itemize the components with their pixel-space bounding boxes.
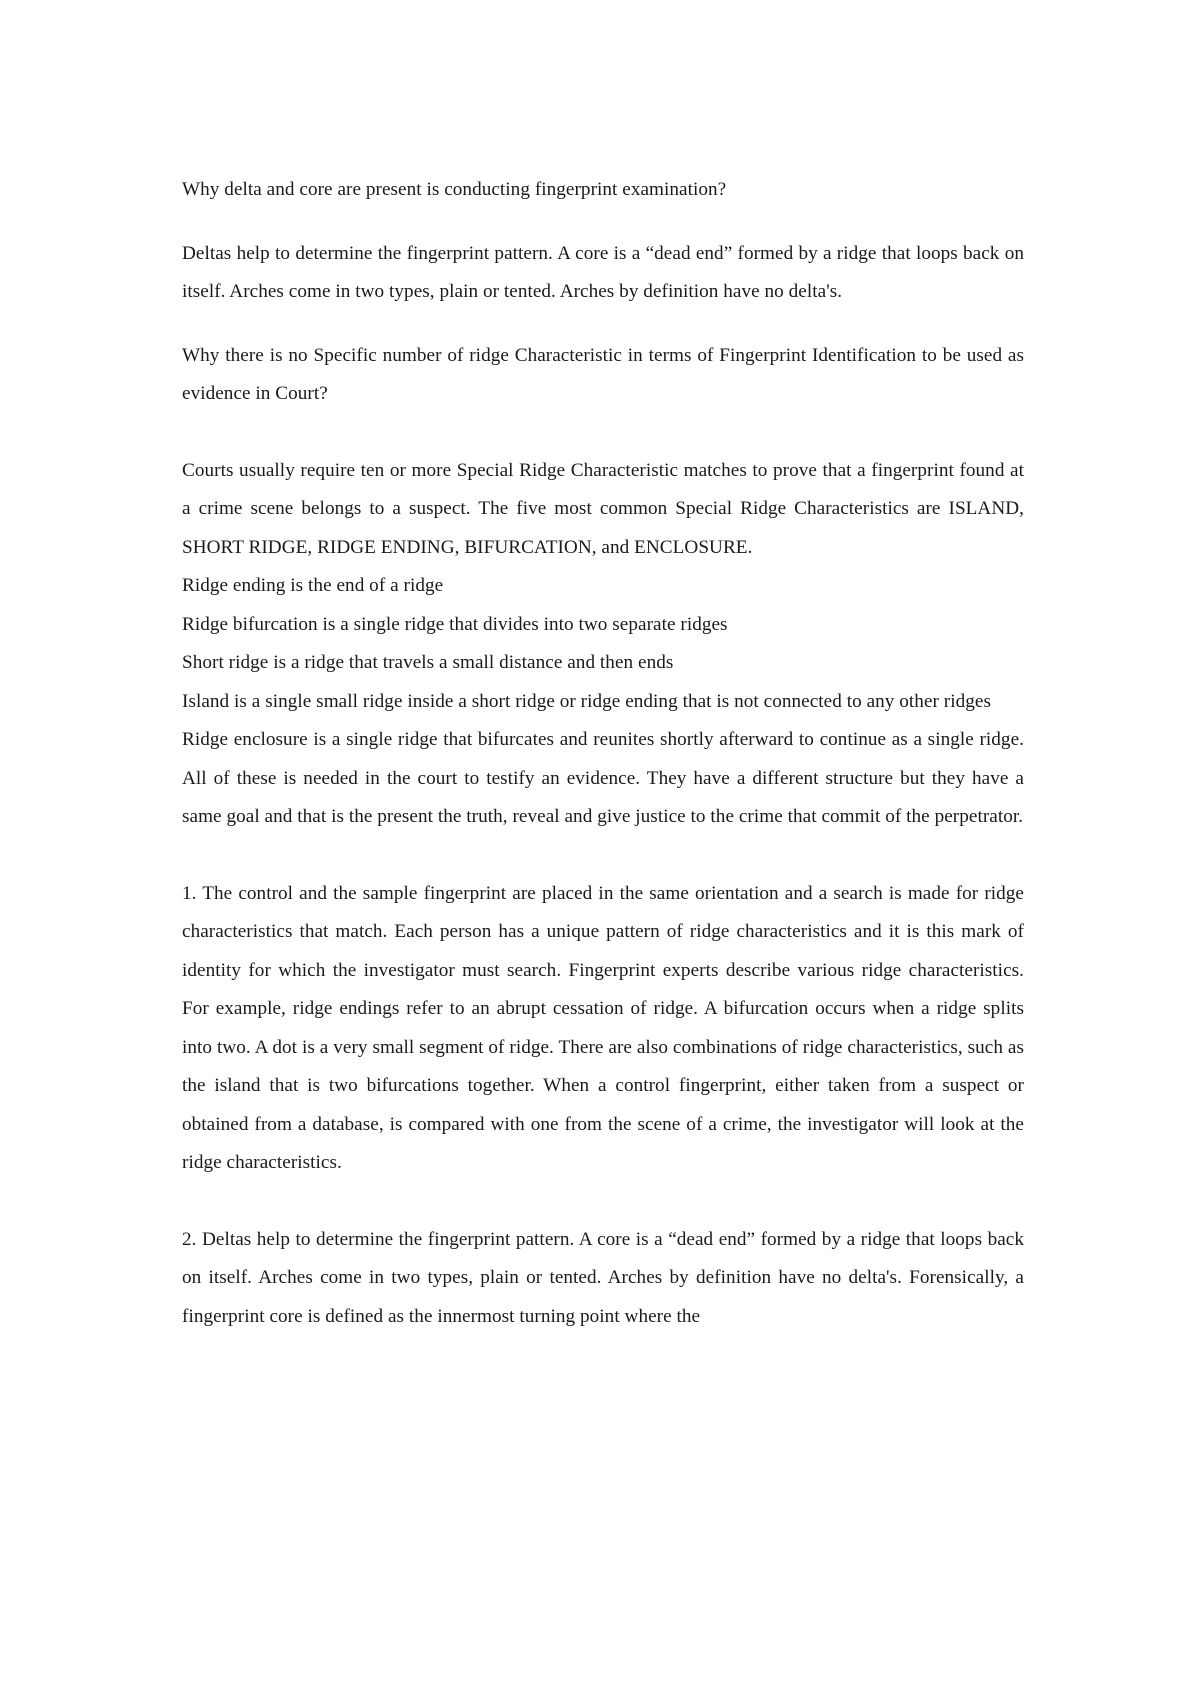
definition-enclosure: Ridge enclosure is a single ridge that bifurcates and reunites shortly afterward to continue as a single ridge. All of these is needed in the court to testify an evidence. They have a different structure but they have a same goal and that is the present the truth, reveal and give justice to the crime that commit of the perpetrator. [182,729,1024,827]
answer-ridge-number-intro: Courts usually require ten or more Special Ridge Characteristic matches to prove that a fingerprint found at a crime scene belongs to a suspect. The five most common Special Ridge Characteristics are ISLAND, SHORT RIDGE, RIDGE ENDING, BIFURCATION, and ENCLOSURE. [182,459,1024,558]
spacer [182,837,1024,875]
definition-bifurcation: Ridge bifurcation is a single ridge that divides into two separate ridges [182,613,728,635]
question-ridge-number: Why there is no Specific number of ridge Characteristic in terms of Fingerprint Identification to be used as evidence in Court? [182,344,1024,404]
spacer [182,312,1024,337]
numbered-item-2: 2. Deltas help to determine the fingerprint pattern. A core is a “dead end” formed by a ridge that loops back on itself. Arches come in two types, plain or tented. Arches by definition have no delta's. Forensically, a fingerprint core is defined as the innermost turning point where the [182,1228,1024,1327]
spacer [182,210,1024,235]
spacer [182,414,1024,452]
definition-short-ridge: Short ridge is a ridge that travels a small distance and then ends [182,652,674,673]
numbered-item-1: 1. The control and the sample fingerprint are placed in the same orientation and a search is made for ridge characteristics that match. Each person has a unique pattern of ridge characteristics and it is this mark of identity for which the investigator must search. Fingerprint experts describe various ridge characteristics. For example, ridge endings refer to an abrupt cessation of ridge. A bifurcation occurs when a ridge splits into two. A dot is a very small segment of ridge. There are also combinations of ridge characteristics, such as the island that is two bifurcations together. When a control fingerprint, either taken from a suspect or obtained from a database, is compared with one from the scene of a crime, the investigator will look at the ridge characteristics. [182,882,1024,1173]
spacer [182,1183,1024,1221]
definition-ridge-ending: Ridge ending is the end of a ridge [182,575,444,596]
definition-island: Island is a single small ridge inside a short ridge or ridge ending that is not connected to any other ridges [182,690,992,712]
answer-delta-core: Deltas help to determine the fingerprint pattern. A core is a “dead end” formed by a ridge that loops back on itself. Arches come in two types, plain or tented. Arches by definition have no delta's. [182,242,1024,302]
question-delta-core: Why delta and core are present is conducting fingerprint examination? [182,179,727,200]
document-page [182,171,1024,1336]
